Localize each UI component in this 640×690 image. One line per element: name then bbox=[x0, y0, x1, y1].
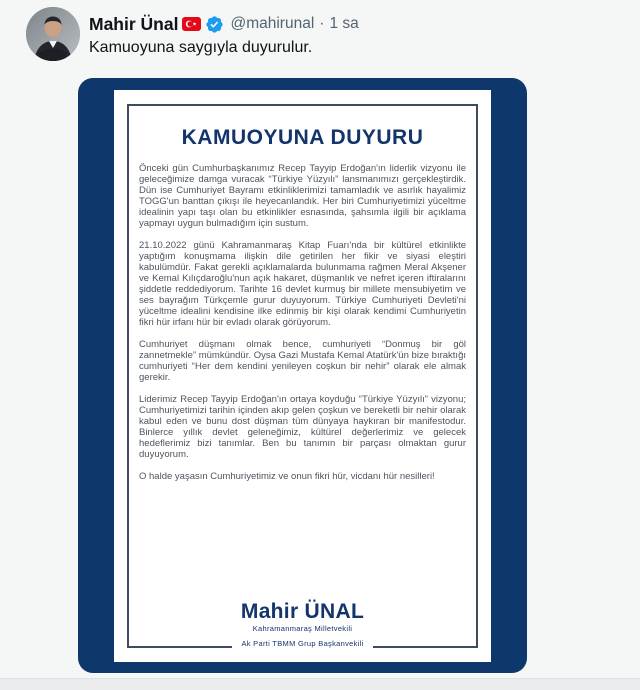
signature-title-1: Kahramanmaraş Milletvekili bbox=[252, 624, 353, 634]
avatar[interactable] bbox=[26, 7, 80, 61]
announcement-paragraph: Liderimiz Recep Tayyip Erdoğan'ın ortaya koyduğu “Türkiye Yüzyılı” vizyonu; Cumhuriyetimizi tarihin içinden akıp gelen çoşkun ve bereketli bir nehir olarak kabul eden ve bunu dost düşman tüm dünyaya haykıran bir manifestodur. Binlerce yıllık devlet geleneğimiz, kültürel değerlerimiz ve gelecek hedeflerimiz bizi tanımlar. Ben bu tanımın bir parçası olmaktan gurur duyuyorum. bbox=[139, 394, 466, 460]
tweet-text: Kamuoyuna saygıyla duyurulur. bbox=[89, 39, 313, 56]
tweet-header bbox=[89, 13, 359, 35]
poster-frame bbox=[127, 104, 478, 648]
handle-group bbox=[230, 15, 358, 33]
avatar-photo bbox=[26, 7, 80, 61]
announcement-paragraph: 21.10.2022 günü Kahramanmaraş Kitap Fuarı'nda bir kültürel etkinlikte yaptığım konuşmama ilişkin dile getirilen her fikir ve siyasi eleştiri kabulümdür. Fakat gerekli açıklamalarda bulunmama rağmen Meral Akşener ve Kemal Kılıçdaroğlu'nun açık hakaret, düşmanlık ve nefret içeren iftiralarını şiddetle reddediyorum. Tarihte 16 devlet kurmuş bir millete mensubiyetim ve ses bayrağım Türkçemle gurur duyuyorum. Türkiye Cumhuriyeti Devleti'ni yüceltme idealini kendisine ilke edinmiş bir kişi olarak kendimi Cumhuriyetin fikri hür irfanı hür bir evladı olarak görüyorum. bbox=[139, 240, 466, 328]
announcement-title: KAMUOYUNA DUYURU bbox=[181, 126, 424, 149]
announcement-paragraph: Cumhuriyet düşmanı olmak bence, cumhuriyeti “Donmuş bir göl zannetmekle” mümkündür. Oysa Gazi Mustafa Kemal Atatürk'ün bize bıraktığı cumhuriyeti “Her dem kendini yenileyen coşkun bir nehir” olarak ele almak gerekir. bbox=[139, 339, 466, 383]
signature-block bbox=[129, 600, 476, 651]
signature-title-2: Ak Parti TBMM Grup Başkanvekili bbox=[232, 640, 372, 648]
announcement-paragraph: Önceki gün Cumhurbaşkanımız Recep Tayyip Erdoğan'ın liderlik vizyonu ile geleceğimize damga vuracak “Türkiye Yüzyılı” lansmanımızı gerçekleştirdik. Dün ise Cumhuriyet Bayramı etkinliklerimizi tamamladık ve asırlık hayalimiz TOGG'un banttan çıkışı ile heyecanlandık. Her biri Cumhuriyetimizi yüceltme idealinin yapı taşı olan bu etkinlikler esnasında, şahsımla ilgili bir açıklama yapmayı uygun bulmadığım için sustum. bbox=[139, 163, 466, 229]
page-bottom-strip bbox=[0, 678, 640, 690]
signature-name: Mahir ÜNAL bbox=[240, 600, 365, 624]
timestamp[interactable]: 1 sa bbox=[329, 15, 359, 32]
announcement-paragraph: O halde yaşasın Cumhuriyetimiz ve onun fikri hür, vicdanı hür nesilleri! bbox=[139, 471, 435, 482]
announcement-body bbox=[139, 163, 466, 482]
poster-card bbox=[114, 90, 491, 662]
display-name[interactable]: Mahir Ünal bbox=[89, 13, 179, 34]
poster-image[interactable] bbox=[78, 78, 527, 673]
turkish-flag-icon bbox=[182, 17, 201, 31]
user-handle[interactable]: @mahirunal bbox=[230, 15, 315, 32]
separator-dot: · bbox=[319, 15, 325, 32]
verified-badge-icon bbox=[205, 15, 224, 34]
